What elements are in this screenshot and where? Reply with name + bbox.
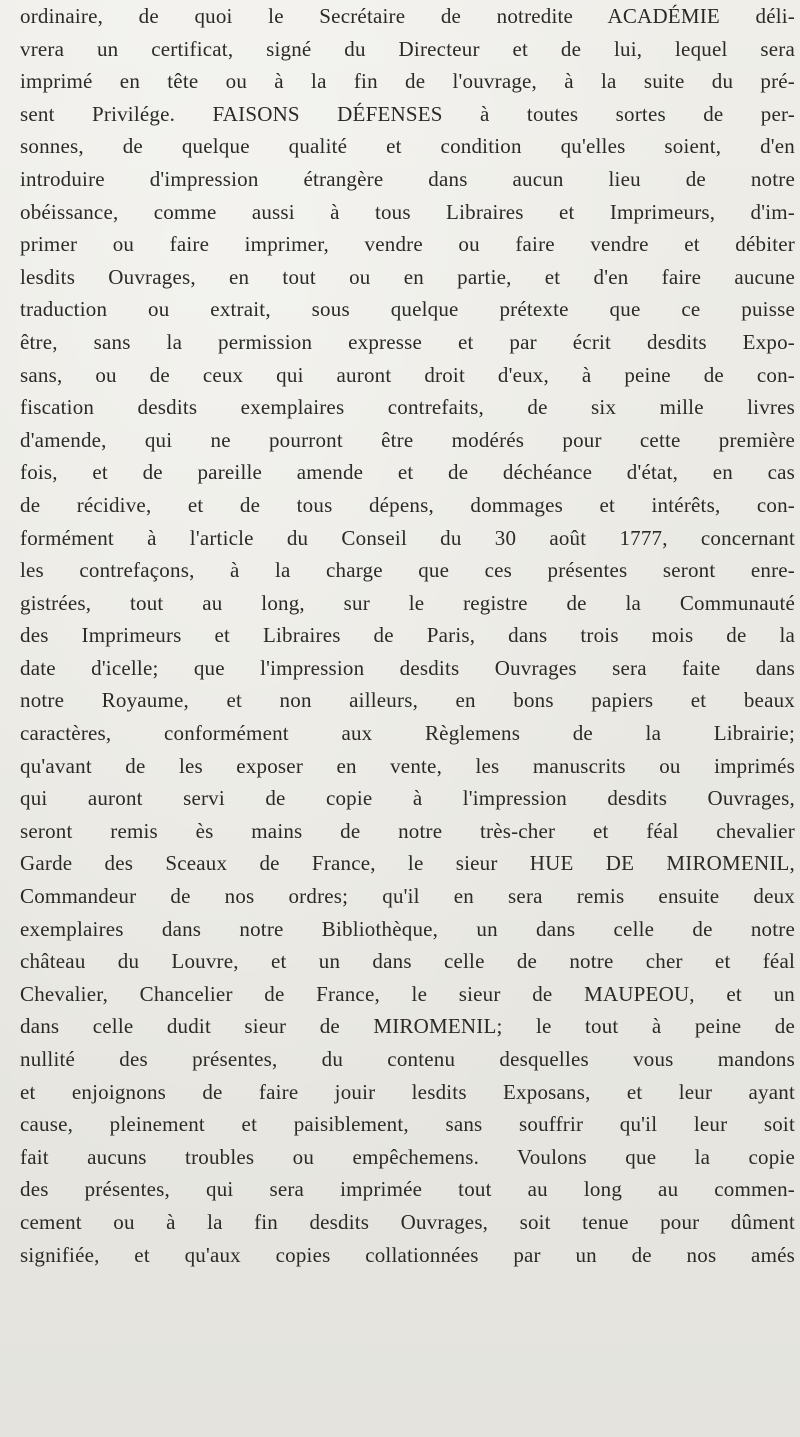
text-line: obéissance, comme aussi à tous Libraires et Imprimeurs, d'im-	[20, 199, 795, 224]
text-line: sans, ou de ceux qui auront droit d'eux, à peine de con-	[20, 362, 795, 387]
text-line: fiscation desdits exemplaires contrefaits, de six mille livres	[20, 395, 795, 420]
text-line: nullité des présentes, du contenu desquelles vous mandons	[20, 1047, 795, 1071]
text-line: sent Privilége. FAISONS DÉFENSES à toutes sortes de per-	[20, 101, 795, 126]
text-line: lesdits Ouvrages, en tout ou en partie, et d'en faire aucune	[20, 264, 795, 289]
text-line: des Imprimeurs et Libraires de Paris, dans trois mois de la	[20, 623, 795, 648]
text-line: être, sans la permission expresse et par écrit desdits Expo-	[20, 329, 795, 354]
text-line: Chevalier, Chancelier de France, le sieur de MAUPEOU, et un	[20, 981, 795, 1006]
text-line: et enjoignons de faire jouir lesdits Exposans, et leur ayant	[20, 1079, 795, 1104]
body-text	[20, 0, 795, 1271]
text-line: traduction ou extrait, sous quelque prétexte que ce puisse	[20, 297, 795, 322]
text-line: ordinaire, de quoi le Secrétaire de notredite ACADÉMIE déli-	[20, 4, 795, 28]
text-line: qui auront servi de copie à l'impression desdits Ouvrages,	[20, 786, 795, 811]
text-line: fait aucuns troubles ou empêchemens. Voulons que la copie	[20, 1144, 795, 1169]
text-line: formément à l'article du Conseil du 30 août 1777, concernant	[20, 525, 795, 550]
text-line: exemplaires dans notre Bibliothèque, un dans celle de notre	[20, 916, 795, 941]
text-line: fois, et de pareille amende et de déchéance d'état, en cas	[20, 460, 795, 485]
text-line: introduire d'impression étrangère dans aucun lieu de notre	[20, 166, 795, 191]
text-line: dans celle dudit sieur de MIROMENIL; le tout à peine de	[20, 1014, 795, 1039]
text-line: caractères, conformément aux Règlemens de la Librairie;	[20, 721, 795, 746]
text-line: date d'icelle; que l'impression desdits Ouvrages sera faite dans	[20, 655, 795, 680]
text-line: cause, pleinement et paisiblement, sans souffrir qu'il leur soit	[20, 1112, 795, 1137]
text-line: d'amende, qui ne pourront être modérés pour cette première	[20, 427, 795, 452]
text-line: primer ou faire imprimer, vendre ou faire vendre et débiter	[20, 232, 795, 257]
text-line: qu'avant de les exposer en vente, les manuscrits ou imprimés	[20, 753, 795, 778]
text-line: Garde des Sceaux de France, le sieur HUE DE MIROMENIL,	[20, 851, 795, 876]
text-line: vrera un certificat, signé du Directeur et de lui, lequel sera	[20, 36, 795, 61]
text-line: gistrées, tout au long, sur le registre de la Communauté	[20, 590, 795, 615]
text-line: sonnes, de quelque qualité et condition qu'elles soient, d'en	[20, 134, 795, 159]
text-line: seront remis ès mains de notre très-cher et féal chevalier	[20, 818, 795, 843]
text-line: de récidive, et de tous dépens, dommages et intérêts, con-	[20, 492, 795, 517]
text-line: château du Louvre, et un dans celle de notre cher et féal	[20, 949, 795, 974]
text-line: les contrefaçons, à la charge que ces présentes seront enre-	[20, 558, 795, 583]
text-line: signifiée, et qu'aux copies collationnées par un de nos amés	[20, 1242, 795, 1267]
text-line: imprimé en tête ou à la fin de l'ouvrage, à la suite du pré-	[20, 69, 795, 94]
text-line: notre Royaume, et non ailleurs, en bons papiers et beaux	[20, 688, 795, 713]
text-line: Commandeur de nos ordres; qu'il en sera remis ensuite deux	[20, 884, 795, 909]
text-line: cement ou à la fin desdits Ouvrages, soit tenue pour dûment	[20, 1209, 795, 1234]
text-line: des présentes, qui sera imprimée tout au long au commen-	[20, 1177, 795, 1202]
